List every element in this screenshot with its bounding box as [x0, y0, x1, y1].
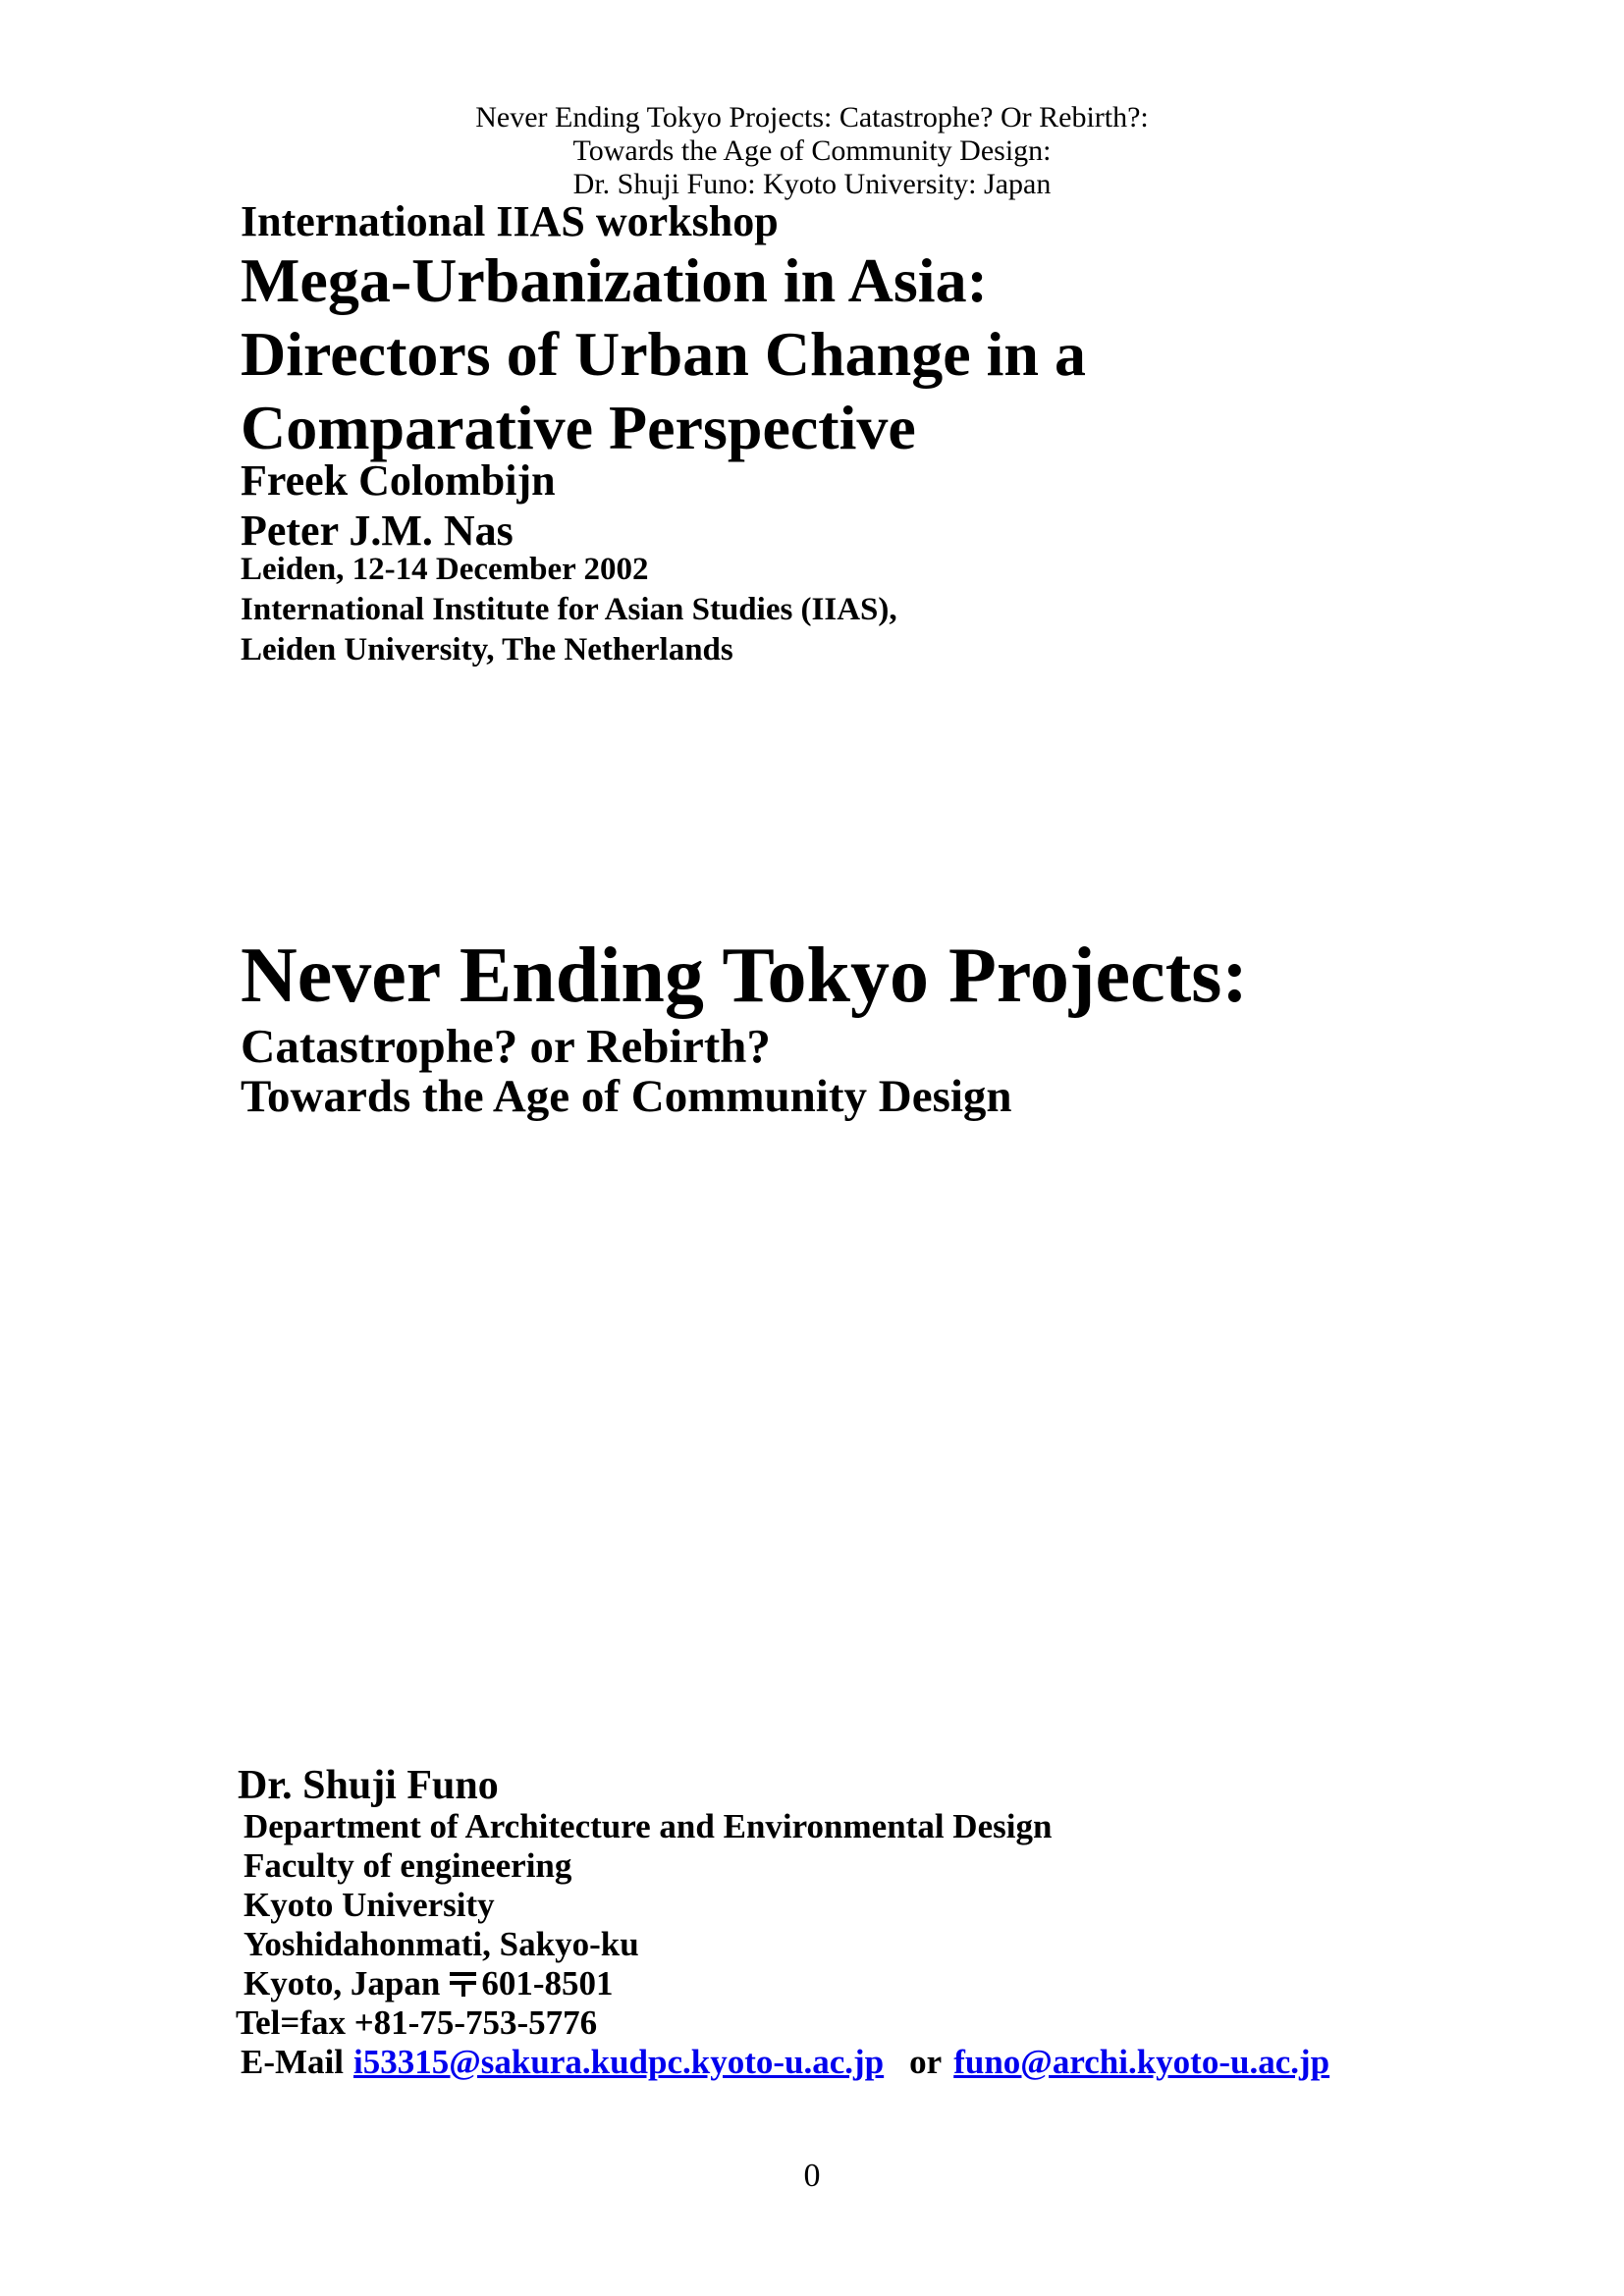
venue-university-line: Leiden University, The Netherlands	[241, 632, 733, 667]
telfax-line: Tel=fax +81-75-753-5776	[236, 2003, 598, 2042]
workshop-venue	[241, 550, 897, 670]
email-link-secondary[interactable]: funo@archi.kyoto-u.ac.jp	[953, 2043, 1330, 2081]
email-separator: or	[909, 2043, 943, 2081]
address-line-university: Kyoto University	[244, 1886, 495, 1924]
running-header-line-2: Towards the Age of Community Design:	[572, 134, 1052, 167]
running-header-line-1: Never Ending Tokyo Projects: Catastrophe? Or Rebirth?:	[475, 101, 1149, 133]
postal-mark-icon	[450, 1970, 476, 1997]
venue-institute-line: International Institute for Asian Studies (IIAS),	[241, 592, 897, 627]
workshop-title-line-2: Directors of Urban Change in a	[241, 319, 1086, 389]
paper-subsubtitle: Towards the Age of Community Design	[241, 1071, 1012, 1122]
city-label: Kyoto, Japan	[244, 1964, 441, 2002]
address-line-department: Department of Architecture and Environmental Design	[244, 1807, 1053, 1845]
convener-name: Freek Colombijn	[241, 456, 556, 505]
workshop-title-line-1: Mega-Urbanization in Asia:	[241, 245, 988, 315]
address-line-faculty: Faculty of engineering	[244, 1846, 572, 1885]
email-link-primary[interactable]: i53315@sakura.kudpc.kyoto-u.ac.jp	[352, 2043, 885, 2081]
paper-subtitle: Catastrophe? or Rebirth?	[241, 1019, 771, 1073]
paper-title: Never Ending Tokyo Projects:	[241, 933, 1248, 1019]
workshop-title-line-3: Comparative Perspective	[241, 393, 916, 462]
workshop-title	[241, 243, 1086, 464]
address-line-city	[236, 1964, 1329, 2003]
page-number: 0	[803, 2158, 821, 2194]
postal-code: 601-8501	[481, 1964, 614, 2002]
workshop-conveners	[241, 455, 556, 556]
workshop-kicker: International IIAS workshop	[241, 197, 779, 245]
author-contact-block	[236, 1807, 1329, 2082]
author-name: Dr. Shuji Funo	[238, 1763, 499, 1808]
address-line-street: Yoshidahonmati, Sakyo-ku	[244, 1925, 639, 1963]
venue-date-line: Leiden, 12-14 December 2002	[241, 552, 649, 587]
email-line	[236, 2043, 1329, 2082]
email-label: E-Mail	[241, 2043, 344, 2081]
running-header-line-3: Dr. Shuji Funo: Kyoto University: Japan	[572, 168, 1052, 200]
convener-name: Peter J.M. Nas	[241, 507, 514, 555]
running-header	[0, 101, 1624, 201]
